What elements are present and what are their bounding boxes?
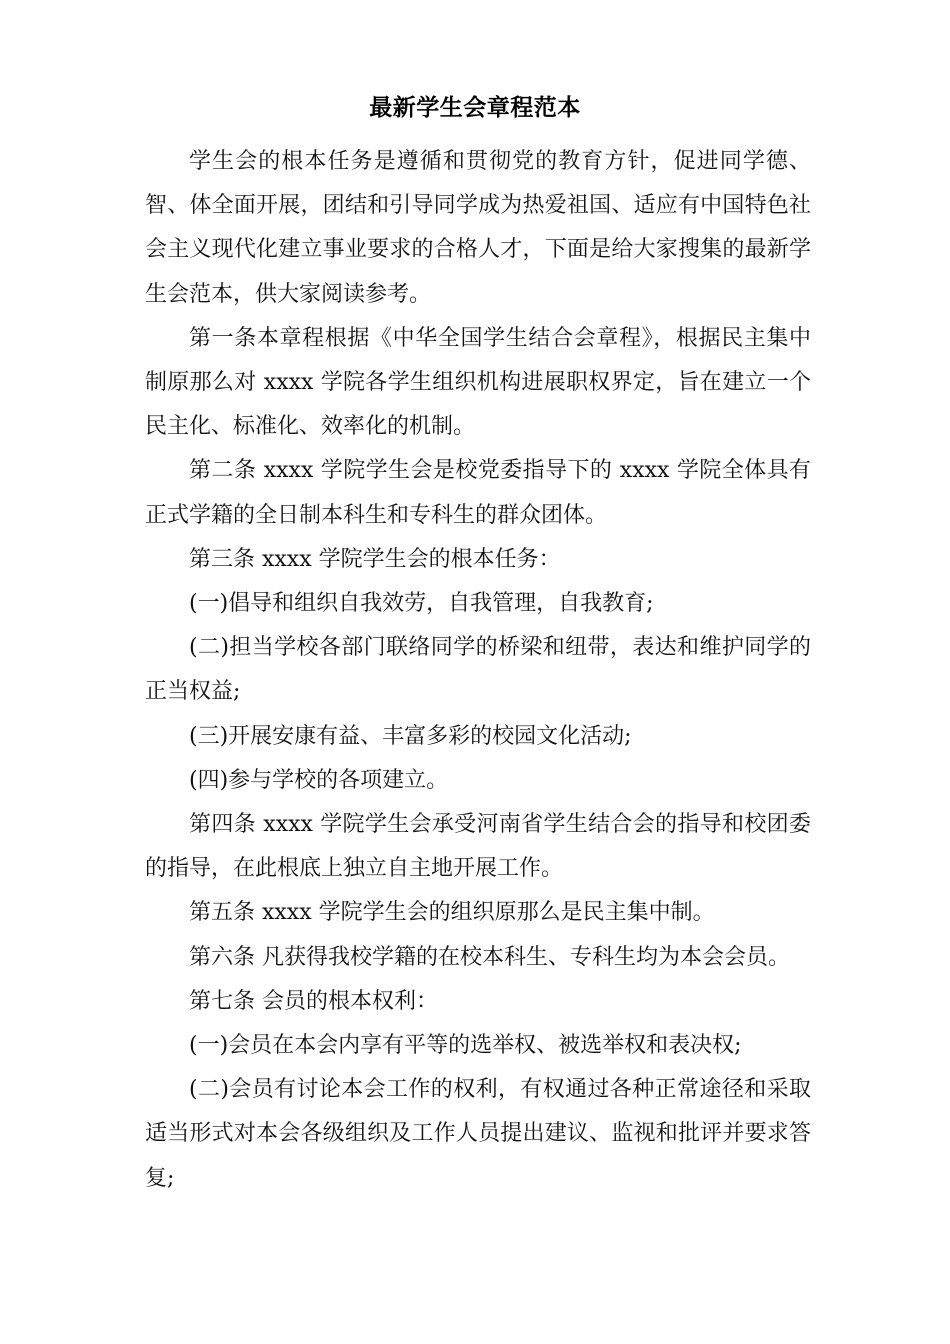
document-body (145, 140, 811, 1201)
paragraph-intro: 学生会的根本任务是遵循和贯彻党的教育方针，促进同学德、智、体全面开展，团结和引导同学成为热爱祖国、适应有中国特色社会主义现代化建立事业要求的合格人才，下面是给大家搜集的最新学生会范本，供大家阅读参考。 (145, 149, 811, 307)
paragraph-article-6: 第六条 凡获得我校学籍的在校本科生、专科生均为本会会员。 (189, 944, 790, 970)
paragraph-article-3-item-3: (三)开展安康有益、丰富多彩的校园文化活动; (189, 723, 632, 749)
paragraph-article-3-item-2: (二)担当学校各部门联络同学的桥梁和纽带，表达和维护同学的正当权益; (145, 635, 811, 705)
paragraph-article-7-item-1: (一)会员在本会内享有平等的选举权、被选举权和表决权; (189, 1033, 742, 1059)
paragraph-article-2: 第二条 xxxx 学院学生会是校党委指导下的 xxxx 学院全体具有正式学籍的全日制本科生和专科生的群众团体。 (145, 458, 811, 528)
paragraph-article-1: 第一条本章程根据《中华全国学生结合会章程》，根据民主集中制原那么对 xxxx 学院各学生组织机构进展职权界定，旨在建立一个民主化、标准化、效率化的机制。 (145, 325, 811, 440)
paragraph-article-7: 第七条 会员的根本权利： (189, 988, 438, 1014)
paragraph-article-3-item-4: (四)参与学校的各项建立。 (189, 767, 449, 793)
paragraph-article-3-item-1: (一)倡导和组织自我效劳，自我管理，自我教育; (189, 591, 654, 617)
paragraph-article-7-item-2: (二)会员有讨论本会工作的权利，有权通过各种正常途径和采取适当形式对本会各级组织及工作人员提出建议、监视和批评并要求答复; (145, 1077, 811, 1191)
paragraph-article-4: 第四条 xxxx 学院学生会承受河南省学生结合会的指导和校团委的指导，在此根底上独立自主地开展工作。 (145, 812, 811, 882)
paragraph-article-5: 第五条 xxxx 学院学生会的组织原那么是民主集中制。 (189, 900, 715, 926)
document-title: 最新学生会章程范本 (369, 95, 581, 121)
paragraph-article-3: 第三条 xxxx 学院学生会的根本任务： (189, 546, 561, 572)
